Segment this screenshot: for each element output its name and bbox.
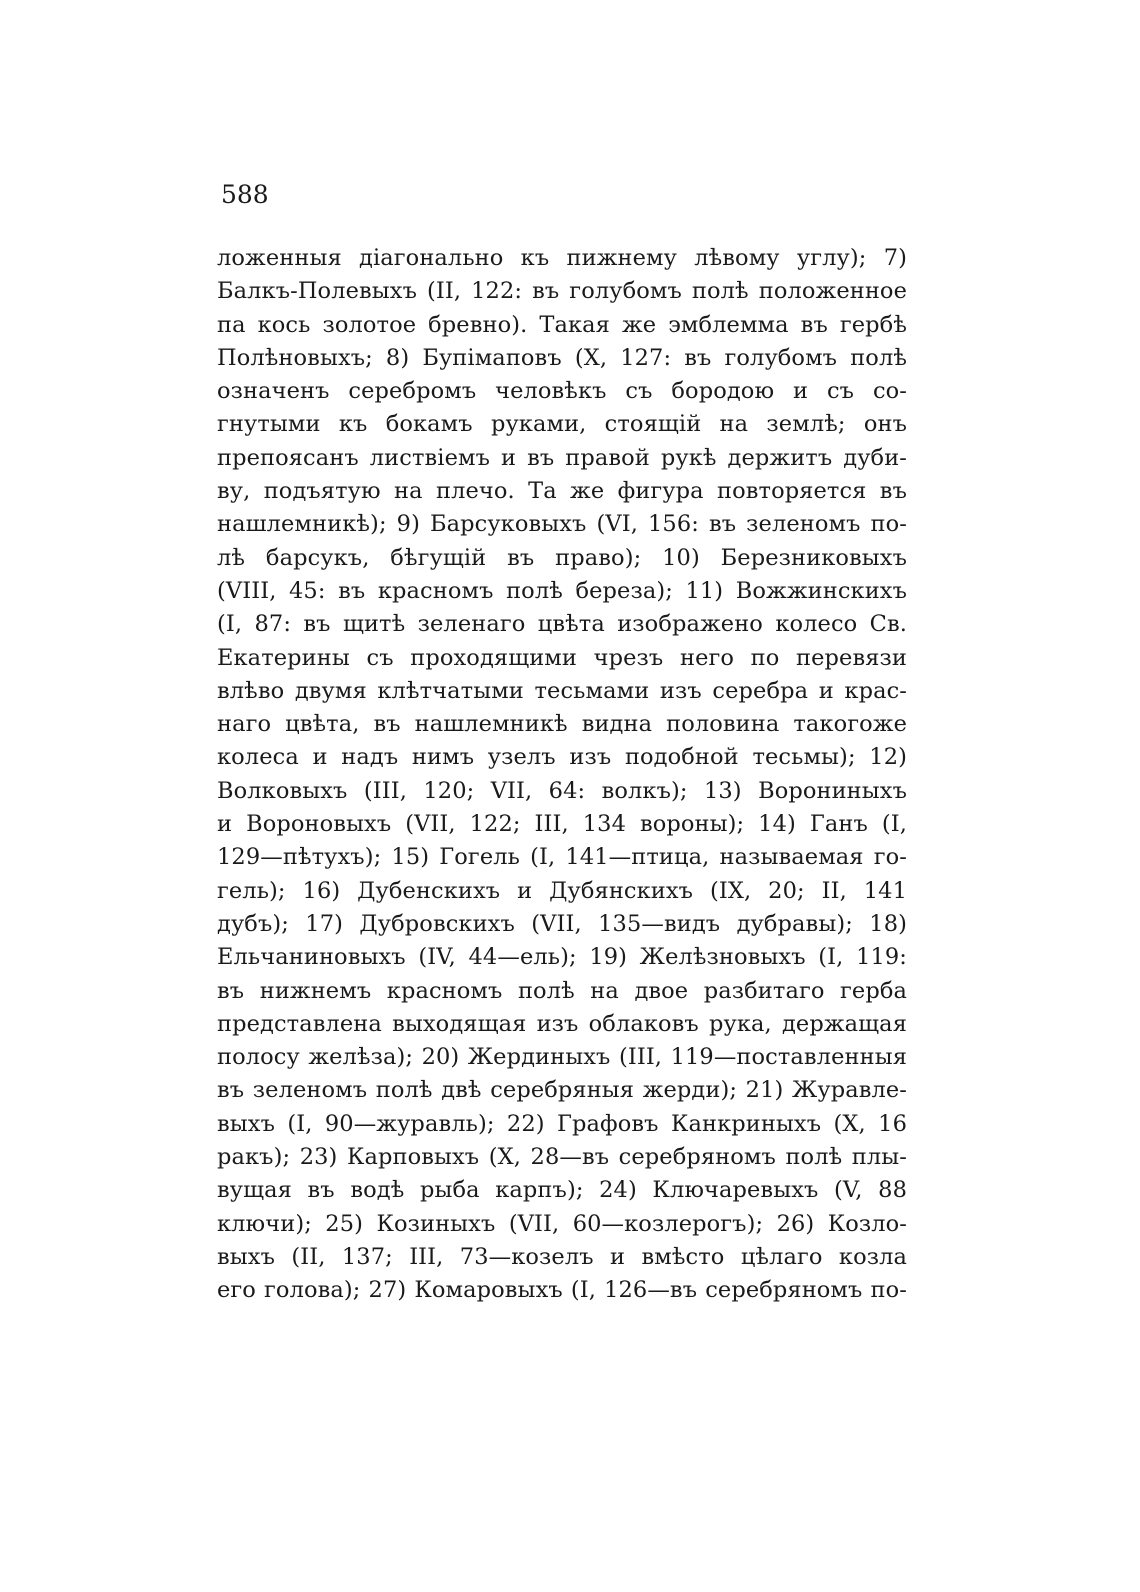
text-line: 129—пѣтухъ); 15) Гогель (I, 141—птица, называемая го-: [217, 844, 907, 871]
text-line: (I, 87: въ щитѣ зеленаго цвѣта изображено колесо Св.: [217, 611, 907, 638]
text-line: ключи); 25) Козиныхъ (VII, 60—козлерогъ); 26) Козло-: [217, 1210, 907, 1237]
text-line: колеса и надъ нимъ узелъ изъ подобной тесьмы); 12): [217, 744, 907, 771]
text-line: па кось золотое бревно). Такая же эмблемма въ гербѣ: [217, 311, 907, 338]
text-line: препоясанъ листвіемъ и въ правой рукѣ держитъ дуби-: [217, 444, 907, 471]
text-line: его голова); 27) Комаровыхъ (I, 126—въ серебряномъ по-: [217, 1277, 907, 1304]
text-line: Балкъ-Полевыхъ (II, 122: въ голубомъ полѣ положенное: [217, 278, 907, 305]
page-number: 588: [221, 180, 269, 209]
text-line: (VIII, 45: въ красномъ полѣ береза); 11) Вожжинскихъ: [217, 577, 907, 604]
text-line: представлена выходящая изъ облаковъ рука, держащая: [217, 1010, 907, 1037]
text-line: въ зеленомъ полѣ двѣ серебряныя жерди); 21) Журавле-: [217, 1077, 907, 1104]
text-line: Екатерины съ проходящими чрезъ него по перевязи: [217, 644, 907, 671]
text-line: гель); 16) Дубенскихъ и Дубянскихъ (IX, 20; II, 141: [217, 877, 907, 904]
text-line: Ельчаниновыхъ (IV, 44—ель); 19) Желѣзновыхъ (I, 119:: [217, 944, 907, 971]
text-line: лѣ барсукъ, бѣгущій въ право); 10) Березниковыхъ: [217, 544, 907, 571]
text-line: полосу желѣза); 20) Жердиныхъ (III, 119—поставленныя: [217, 1044, 907, 1071]
text-line: ву, подъятую на плечо. Та же фигура повторяется въ: [217, 478, 907, 505]
text-line: дубъ); 17) Дубровскихъ (VII, 135—видъ дубравы); 18): [217, 910, 907, 937]
text-line: въ нижнемъ красномъ полѣ на двое разбитаго герба: [217, 977, 907, 1004]
body-text: [217, 242, 907, 1308]
text-line: вущая въ водѣ рыба карпъ); 24) Ключаревыхъ (V, 88: [217, 1177, 907, 1204]
text-line: Волковыхъ (III, 120; VII, 64: волкъ); 13) Ворониныхъ: [217, 777, 907, 804]
text-line: нашлемникѣ); 9) Барсуковыхъ (VI, 156: въ зеленомъ по-: [217, 511, 907, 538]
text-line: ложенныя діагонально къ пижнему лѣвому углу); 7): [217, 245, 907, 271]
text-line: выхъ (I, 90—журавль); 22) Графовъ Канкриныхъ (X, 16: [217, 1110, 907, 1137]
text-line: означенъ серебромъ человѣкъ съ бородою и съ со-: [217, 378, 907, 405]
text-line: и Вороновыхъ (VII, 122; III, 134 вороны); 14) Ганъ (I,: [217, 811, 907, 838]
text-line: наго цвѣта, въ нашлемникѣ видна половина такогоже: [217, 711, 907, 738]
text-line: гнутыми къ бокамъ руками, стоящій на землѣ; онъ: [217, 411, 907, 438]
text-line: ракъ); 23) Карповыхъ (X, 28—въ серебряномъ полѣ плы-: [217, 1144, 907, 1171]
text-line: влѣво двумя клѣтчатыми тесьмами изъ серебра и крас-: [217, 677, 907, 704]
text-line: Полѣновыхъ; 8) Бупімаповъ (X, 127: въ голубомъ полѣ: [217, 344, 907, 371]
text-line: выхъ (II, 137; III, 73—козелъ и вмѣсто цѣлаго козла: [217, 1243, 907, 1270]
